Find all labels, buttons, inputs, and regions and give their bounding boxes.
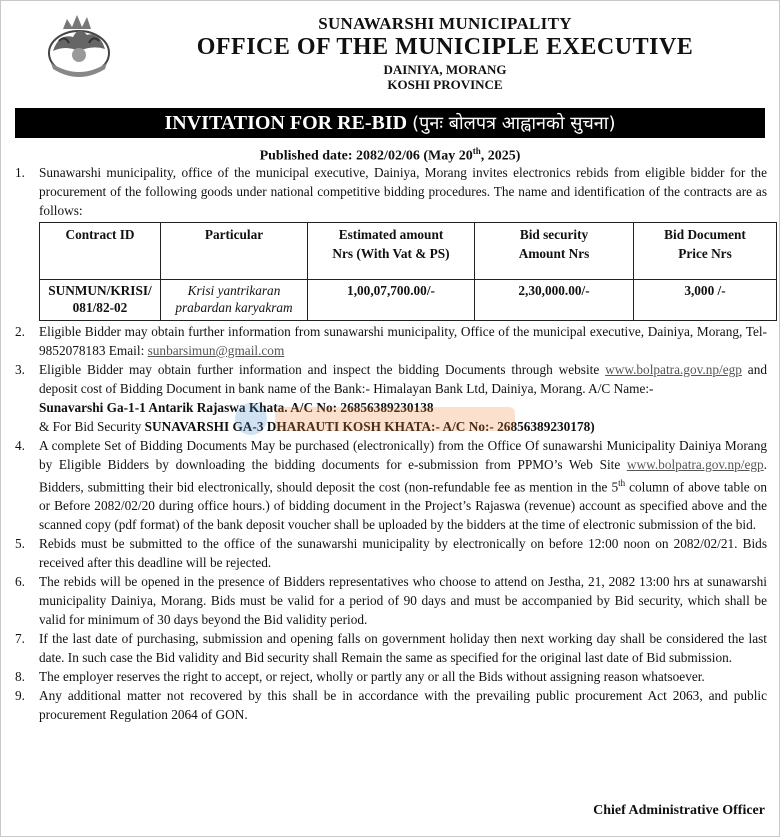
- email-link[interactable]: sunbarsimun@gmail.com: [147, 343, 285, 358]
- list-item: 2. Eligible Bidder may obtain further information from sunawarshi municipality, Office of the municipal executive, Dainiya, Morang, Tel- 9852078183 Email: sunbarsimun@gmail.com: [15, 324, 767, 358]
- contracts-table: [39, 222, 777, 321]
- cell-bid-security: 2,30,000.00/-: [475, 280, 634, 321]
- letterhead: [111, 15, 779, 91]
- col-bid-security: Bid security Amount Nrs: [475, 223, 634, 280]
- revenue-account: Sunavarshi Ga-1-1 Antarik Rajaswa Khata. A/C No: 26856389230138: [39, 400, 434, 415]
- list-item: 6. The rebids will be opened in the presence of Bidders representatives who choose to attend on Jestha, 21, 2082 13:00 hrs at sunawarshi municipality Dainiya, Morang. Bids must be valid for a period of 90 days and must be accompanied by Bid security, which shall be valid for minimum of 30 days beyond the Bid validity period.: [15, 574, 767, 628]
- cell-estimated-amount: 1,00,07,700.00/-: [308, 280, 475, 321]
- notice-title-nepali: (पुनः बोलपत्र आह्वानको सुचना): [412, 113, 616, 134]
- office-address: DAINIYA, MORANG: [383, 62, 507, 78]
- list-item: 8. The employer reserves the right to accept, or reject, wholly or partly any or all the Bids without assigning reason whatsoever.: [15, 669, 705, 685]
- notice-body: [15, 163, 767, 724]
- list-item: 9. Any additional matter not recovered by this shall be in accordance with the prevailing public procurement Act 2063, and public procurement Regulation 2064 of GON.: [15, 688, 767, 723]
- municipality-name: SUNAWARSHI MUNICIPALITY: [318, 14, 572, 33]
- col-bid-document-price: Bid Document Price Nrs: [634, 223, 777, 280]
- list-item: 7. If the last date of purchasing, submission and opening falls on government holiday then next working day shall be considered the last date. In such case the Bid validity and Bid security shall Remain the same as specified for the original last date of Bid submission.: [15, 631, 767, 666]
- office-name: OFFICE OF THE MUNICIPLE EXECUTIVE: [196, 33, 694, 60]
- signatory-title: Chief Administrative Officer: [593, 803, 765, 818]
- list-item: 3. Eligible Bidder may obtain further information and inspect the bidding Documents through website www.bolpatra.gov.np/egp and deposit cost of Bidding Document in bank name of the Bank:- Himalayan Bank Ltd, Dainiya, Morang. A/C Name:- Sunavarshi Ga-1-1 Antarik Rajaswa Khata. A/C No: 26856389230138 & For Bid Security SUNAVARSHI GA-3 DHARAUTI KOSH KHATA:- A/C No:- 26856389230178): [15, 362, 767, 434]
- notice-title: INVITATION FOR RE-BID: [164, 112, 408, 134]
- province-name: KOSHI PROVINCE: [387, 76, 503, 92]
- published-date: Published date: 2082/02/06 (May 20th, 2025): [259, 146, 521, 164]
- table-header-row: [40, 223, 777, 280]
- cell-bid-document-price: 3,000 /-: [634, 280, 777, 321]
- cell-particular: Krisi yantrikaran prabardan karyakram: [161, 280, 308, 321]
- nepal-emblem-icon: [39, 11, 119, 81]
- security-account: SUNAVARSHI GA-3 DHARAUTI KOSH KHATA:- A/C No:- 26856389230178): [144, 419, 595, 434]
- table-row: [40, 280, 777, 321]
- list-item: 1. Sunawarshi municipality, office of the municipal executive, Dainiya, Morang invites electronics rebids from eligible bidder for the procurement of the following goods under national competitive bidding procedures. The name and identification of the contracts are as follows:: [15, 165, 767, 218]
- cell-contract-id: SUNMUN/KRISI/ 081/82-02: [40, 280, 161, 321]
- ppmo-link[interactable]: www.bolpatra.gov.np/egp: [626, 457, 764, 472]
- col-particular: Particular: [161, 223, 308, 280]
- col-contract-id: Contract ID: [40, 223, 161, 280]
- bolpatra-link[interactable]: www.bolpatra.gov.np/egp: [605, 362, 742, 377]
- list-item: 5. Rebids must be submitted to the office of the sunawarshi municipality by electronically on before 12:00 noon on 2082/02/21. Bids received after this deadline will be rejected.: [15, 536, 767, 571]
- notice-title-banner: [15, 108, 765, 138]
- list-item: 4. A complete Set of Bidding Documents May be purchased (electronically) from the Office Of sunawarshi Municipality Dainiya Morang by Eligible Bidders by downloading the bidding documents for e-submission from PPMO’s Web Site www.bolpatra.gov.np/egp. Bidders, submitting their bid electronically, should deposit the cost (non-refundable fee as mention in the 5th column of above table on or Before 2082/02/20 during office hours.) of bidding document in the Project’s Rajaswa (revenue) account as specified above and the scanned copy (pdf format) of the bank deposit voucher shall be uploaded by the bidders at the time of electronic submission of the bid.: [15, 438, 767, 533]
- col-estimated-amount: Estimated amount Nrs (With Vat & PS): [308, 223, 475, 280]
